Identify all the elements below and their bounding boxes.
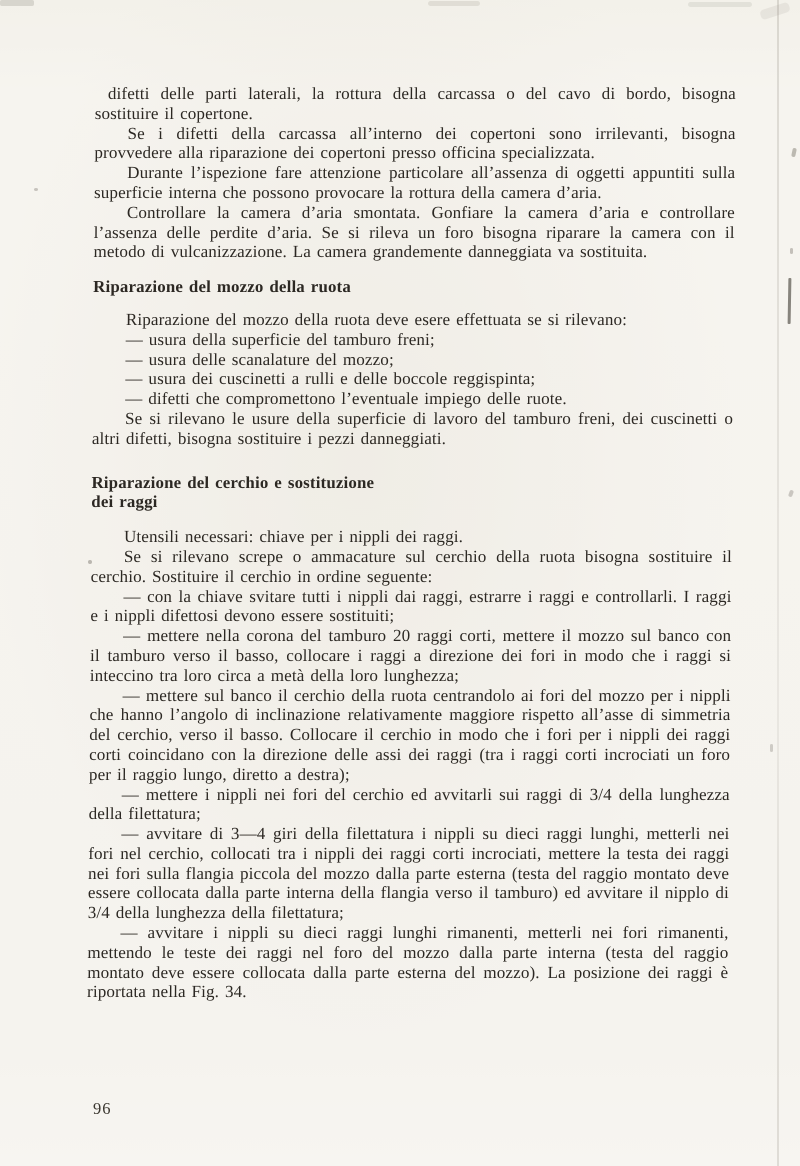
paragraph: Controllare la camera d’aria smontata. Gonfiare la camera d’aria e controllare l’assenza delle perdite d’aria. Se si rileva un foro bisogna riparare la camera con il metodo di vulcanizzazione. La camera grandemente danneggiata va sostituita. — [93, 202, 735, 262]
paragraph: Riparazione del mozzo della ruota deve esere effettuata se si rilevano: — [125, 309, 628, 329]
paragraph-continuation: difetti delle parti laterali, la rottura della carcassa o del cavo di bordo, bisogna sostituire il copertone. — [94, 84, 737, 123]
list-item: — mettere sul banco il cerchio della ruota centrandolo ai fori del mozzo per i nippli che hanno l’angolo di inclinazione relativamente maggiore rispetto all’asse di simmetria del cerchio, verso il basso. Collocare il cerchio in modo che i fori per i nippli dei raggi corti coincidano con la direzione delle assi dei raggi (tra i raggi corti incrociati un foro per il raggio lungo, diretto a destra); — [88, 685, 731, 784]
list-item: — difetti che compromettono l’eventuale impiego delle ruote. — [125, 389, 567, 409]
page-text-block — [87, 84, 736, 1002]
scan-artifact — [34, 188, 38, 191]
list-item: — usura dei cuscinetti a rulli e delle boccole reggispinta; — [125, 369, 536, 389]
scan-artifact — [788, 490, 794, 498]
scan-fold-line — [777, 0, 779, 1166]
paragraph: Se i difetti della carcassa all’interno dei copertoni sono irrilevanti, bisogna provvedere alla riparazione dei copertoni presso officina specializzata. — [94, 123, 736, 163]
list-item: — usura delle scanalature del mozzo; — [125, 349, 394, 369]
section-heading-cerchio — [91, 473, 732, 513]
scan-artifact — [759, 2, 791, 21]
scan-artifact — [791, 148, 797, 158]
list-item: — con la chiave svitare tutti i nippli dai raggi, estrarre i raggi e controllarli. I raggi e i nippli difettosi devono essere sostituiti; — [90, 586, 732, 626]
scan-artifact — [788, 278, 792, 324]
list-item: — avvitare di 3—4 giri della filettatura i nippli su dieci raggi lunghi, metterli nei fori nel cerchio, collocati tra i nippli dei raggi corti incrociati, mettere la testa dei raggi nei fori sulla flangia piccola del mozzo dalla parte esterna (testa del raggio montato deve essere collocata dalla parte interna della flangia verso il tamburo) ed avvitare il nipplo di 3/4 della lunghezza della filettatura; — [87, 824, 730, 923]
scan-artifact — [790, 248, 793, 254]
paragraph: Durante l’ispezione fare attenzione particolare all’assenza di oggetti appuntiti sulla superficie interna che possono provocare la rottura della camera d’aria. — [93, 163, 736, 202]
scan-artifact — [688, 2, 752, 7]
heading-line: dei raggi — [91, 492, 158, 512]
paragraph: Se si rilevano screpe o ammacature sul cerchio della ruota bisogna sostituire il cerchio. Sostituire il cerchio in ordine seguente: — [90, 546, 732, 586]
list-item: — usura della superficie del tamburo freni; — [125, 329, 435, 349]
section-heading-mozzo: Riparazione del mozzo della ruota — [93, 277, 352, 297]
page-number: 96 — [93, 1099, 112, 1118]
heading-line: Riparazione del cerchio e sostituzione — [91, 472, 375, 492]
scan-artifact — [428, 1, 480, 6]
list-item: — avvitare i nippli su dieci raggi lunghi rimanenti, metterli nei fori rimanenti, mettendo le teste dei raggi nel foro del mozzo dalla parte interna (testa del raggio montato deve essere collocata dalla parte esterna del mozzo). La posizione dei raggi è riportata nella Fig. 34. — [86, 923, 729, 1002]
scan-artifact — [770, 744, 773, 752]
paragraph: Utensili necessari: chiave per i nippli dei raggi. — [123, 527, 464, 547]
scan-artifact — [0, 0, 34, 6]
paragraph: Se si rilevano le usure della superficie di lavoro del tamburo freni, dei cuscinetti o altri difetti, bisogna sostituire i pezzi danneggiati. — [91, 408, 734, 448]
list-item: — mettere nella corona del tamburo 20 raggi corti, mettere il mozzo sul banco con il tamburo verso il basso, collocare i raggi a direzione dei fori in modo che i raggi si inteccino tra loro circa a metà della loro lunghezza; — [89, 626, 732, 685]
list-item: — mettere i nippli nei fori del cerchio ed avvitarli sui raggi di 3/4 della lunghezza della filettatura; — [88, 784, 730, 824]
